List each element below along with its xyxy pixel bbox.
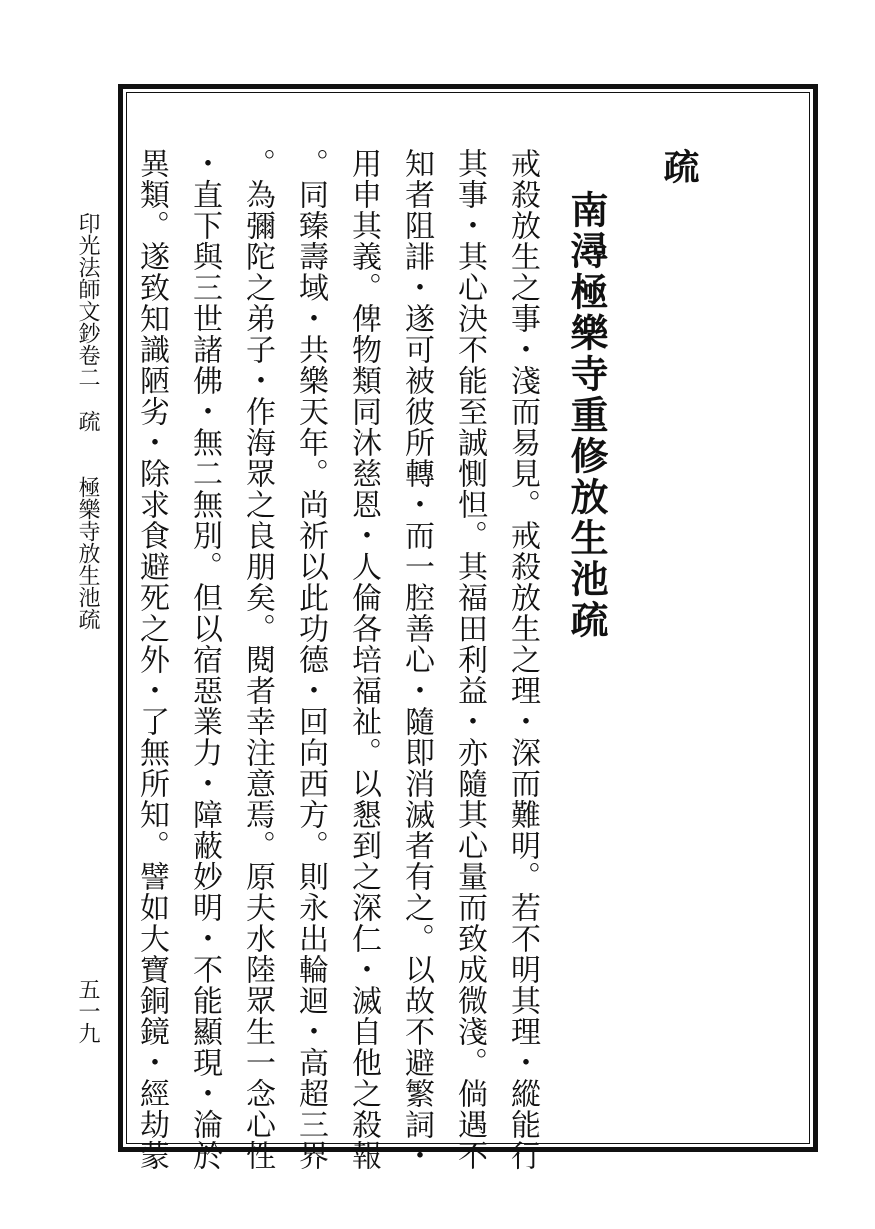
body-column-8: 異類。遂致知識陋劣・除求食避死之外・了無所知。譬如大寶銅鏡・經劫蒙 xyxy=(134,148,169,1171)
section-heading: 疏 xyxy=(658,148,700,184)
body-column-5: 。同臻壽域・共樂天年。尚祈以此功德・回向西方。則永出輪迴・高超三界 xyxy=(293,148,328,1171)
body-column-1: 戒殺放生之事・淺而易見。戒殺放生之理・深而難明。若不明其理・縱能行 xyxy=(505,148,540,1171)
body-column-2: 其事・其心決不能至誠惻怛。其福田利益・亦隨其心量而致成微淺。倘遇不 xyxy=(452,148,487,1171)
body-column-3: 知者阻誹・遂可被彼所轉・而一腔善心・隨即消滅者有之。以故不避繁詞・ xyxy=(399,148,434,1171)
body-column-6: 。為彌陀之弟子・作海眾之良朋矣。閱者幸注意焉。原夫水陸眾生一念心性 xyxy=(240,148,275,1171)
page-number: 五一九 xyxy=(75,978,100,1044)
body-column-4: 用申其義。俾物類同沐慈恩・人倫各培福祉。以懇到之深仁・滅自他之殺報 xyxy=(346,148,381,1171)
document-title: 南潯極樂寺重修放生池疏 xyxy=(564,190,609,641)
body-column-7: ・直下與三世諸佛・無二無別。但以宿惡業力・障蔽妙明・不能顯現・淪於 xyxy=(187,148,222,1171)
margin-book-title: 印光法師文鈔卷二 疏 極樂寺放生池疏 xyxy=(75,212,100,630)
